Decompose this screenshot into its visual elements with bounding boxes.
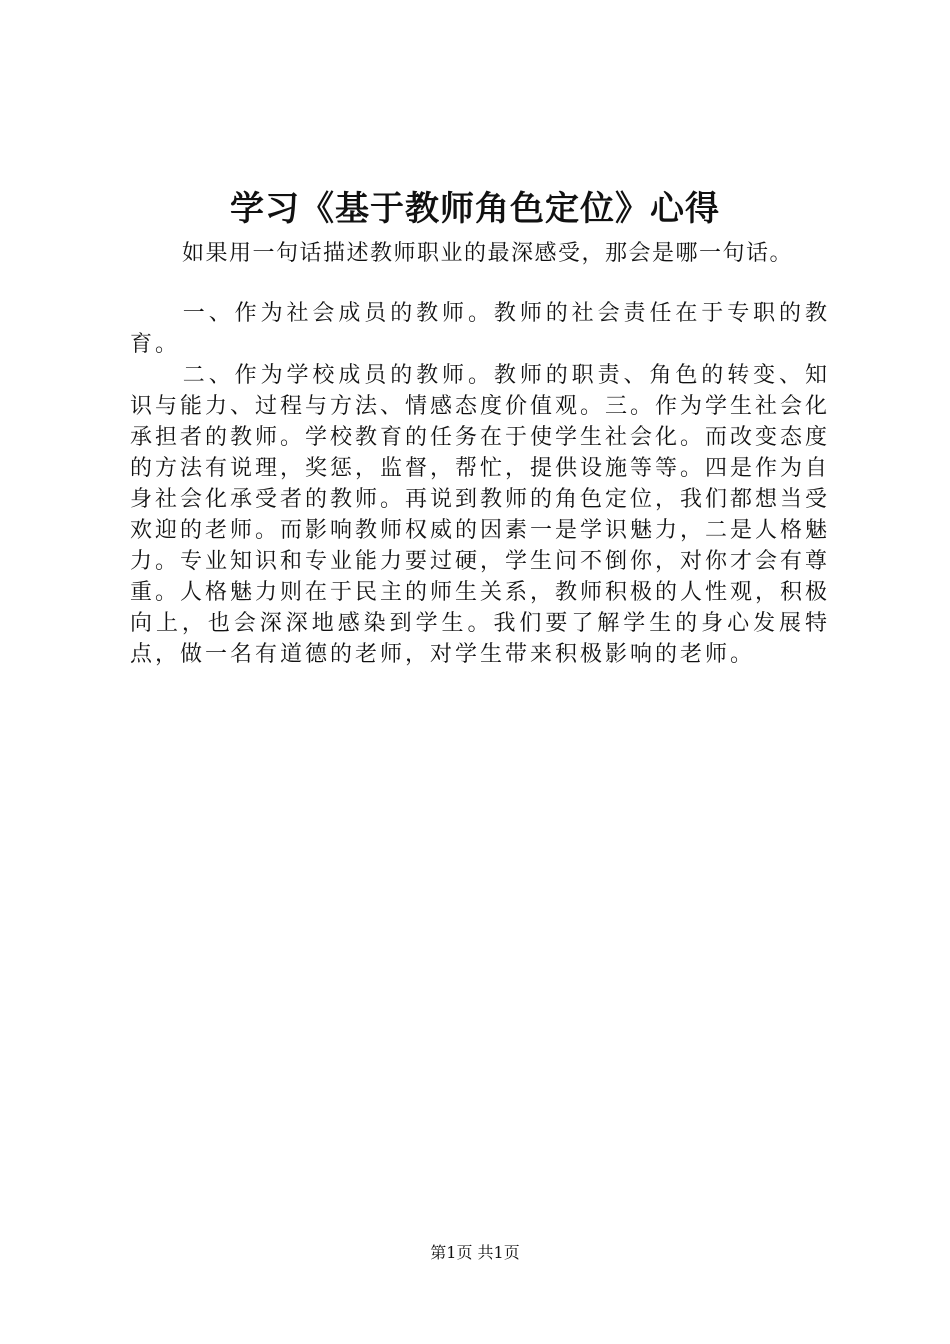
lead-paragraph: 如果用一句话描述教师职业的最深感受，那会是哪一句话。 [182, 241, 794, 266]
paragraph-1: 一、作为社会成员的教师。教师的社会责任在于专职的教育。 [130, 301, 830, 357]
document-body [130, 298, 830, 670]
document-title: 学习《基于教师角色定位》心得 [230, 189, 720, 229]
paragraph-2: 二、作为学校成员的教师。教师的职责、角色的转变、知识与能力、过程与方法、情感态度价值观。三。作为学生社会化承担者的教师。学校教育的任务在于使学生社会化。而改变态度的方法有说理，奖惩，监督，帮忙，提供设施等等。四是作为自身社会化承受者的教师。再说到教师的角色定位，我们都想当受欢迎的老师。而影响教师权威的因素一是学识魅力，二是人格魅力。专业知识和专业能力要过硬，学生问不倒你，对你才会有尊重。人格魅力则在于民主的师生关系，教师积极的人性观，积极向上，也会深深地感染到学生。我们要了解学生的身心发展特点，做一名有道德的老师，对学生带来积极影响的老师。 [130, 363, 831, 667]
page-footer: 第1页 共1页 [430, 1243, 520, 1262]
